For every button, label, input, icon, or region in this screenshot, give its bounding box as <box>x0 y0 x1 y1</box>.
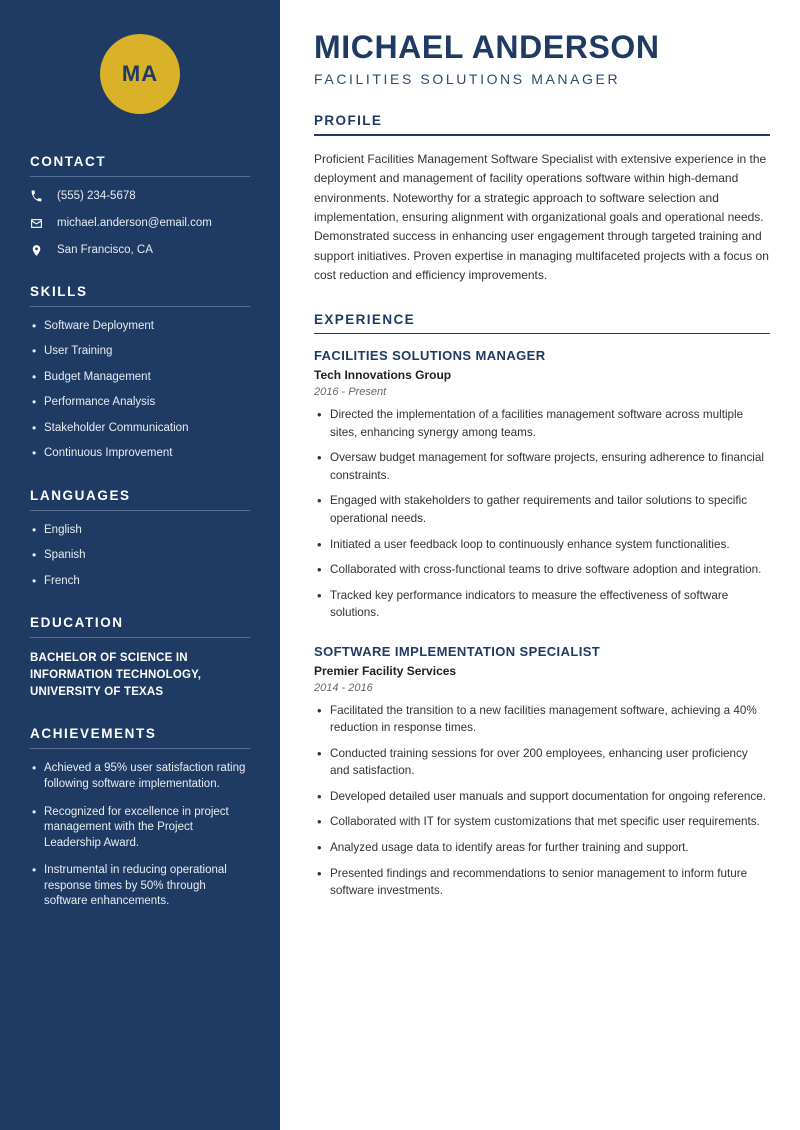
list-item: • Collaborated with IT for system customizations that met specific user requirements. <box>330 813 770 831</box>
list-item: • Facilitated the transition to a new facilities management software, achieving a 40% reduction in response times. <box>330 702 770 737</box>
list-item: • Stakeholder Communication <box>44 421 250 437</box>
list-item: • Initiated a user feedback loop to continuously enhance system functionalities. <box>330 536 770 554</box>
languages-section <box>30 488 250 590</box>
achievements-list <box>30 761 250 909</box>
list-item: • Oversaw budget management for software projects, ensuring adherence to financial constraints. <box>330 449 770 484</box>
envelope-icon <box>30 217 48 230</box>
skills-divider <box>30 306 250 307</box>
list-item: • Collaborated with cross-functional teams to drive software adoption and integration. <box>330 561 770 579</box>
main-content <box>280 0 800 1130</box>
experience-entry <box>314 644 770 900</box>
experience-bullets <box>314 406 770 621</box>
skills-section <box>30 284 250 462</box>
list-item: • Engaged with stakeholders to gather requirements and tailor solutions to specific operational needs. <box>330 492 770 527</box>
list-item: • French <box>44 574 250 590</box>
experience-role: SOFTWARE IMPLEMENTATION SPECIALIST <box>314 643 601 659</box>
list-item: • Tracked key performance indicators to measure the effectiveness of software solutions. <box>330 587 770 622</box>
experience-entry <box>314 348 770 621</box>
list-item: • Achieved a 95% user satisfaction rating following software implementation. <box>44 761 250 792</box>
job-title: FACILITIES SOLUTIONS MANAGER <box>314 71 621 88</box>
contact-section-title: CONTACT <box>30 154 107 169</box>
list-item: • Instrumental in reducing operational response times by 50% through software enhancements. <box>44 863 250 910</box>
experience-role: FACILITIES SOLUTIONS MANAGER <box>314 348 546 364</box>
list-item: • Budget Management <box>44 370 250 386</box>
profile-section-title: PROFILE <box>314 113 383 129</box>
list-item: • Presented findings and recommendations to senior management to inform future software investments. <box>330 865 770 900</box>
education-divider <box>30 637 250 638</box>
contact-item-phone[interactable] <box>30 189 250 204</box>
contact-item-location[interactable] <box>30 243 250 258</box>
contact-section <box>30 154 250 258</box>
profile-text: Proficient Facilities Management Software Specialist with extensive experience in the deployment and management of facility operations software within high-demand environments. Noteworthy for a strategic approach to software selection and implementation, ensuring alignment with organizational goals and operational needs. Demonstrated success in enhancing user engagement through targeted training and support initiatives. Proven expertise in managing multifaceted projects with a focus on cost reduction and efficiency improvements. <box>314 151 769 283</box>
experience-company: Tech Innovations Group <box>314 368 452 383</box>
experience-divider <box>314 333 770 335</box>
skills-section-title: SKILLS <box>30 283 88 299</box>
experience-section <box>314 312 770 900</box>
sidebar <box>0 0 280 1130</box>
achievements-divider <box>30 748 250 749</box>
languages-divider <box>30 510 250 511</box>
list-item: • Analyzed usage data to identify areas for further training and support. <box>330 839 770 857</box>
phone-icon <box>30 190 48 203</box>
contact-value-email: michael.anderson@email.com <box>57 216 212 229</box>
list-item: • Performance Analysis <box>44 395 250 411</box>
education-section <box>30 615 250 700</box>
achievements-section <box>30 726 250 909</box>
experience-dates: 2014 - 2016 <box>314 681 373 694</box>
education-section-title: EDUCATION <box>30 615 124 631</box>
experience-bullets <box>314 702 770 900</box>
list-item: • Continuous Improvement <box>44 446 250 462</box>
list-item: • Directed the implementation of a facilities management software across multiple sites, enhancing synergy among teams. <box>330 406 770 441</box>
list-item: • English <box>44 523 250 539</box>
experience-company: Premier Facility Services <box>314 663 457 678</box>
contact-value-location: San Francisco, CA <box>57 243 153 256</box>
contact-list <box>30 189 250 258</box>
location-pin-icon <box>30 244 48 257</box>
experience-section-title: EXPERIENCE <box>314 311 416 327</box>
list-item: • Software Deployment <box>44 319 250 335</box>
profile-section <box>314 113 770 286</box>
skills-list <box>30 319 250 462</box>
list-item: • Developed detailed user manuals and support documentation for ongoing reference. <box>330 788 770 806</box>
page-title: MICHAEL ANDERSON <box>314 29 660 65</box>
avatar-initials: MA <box>100 34 180 114</box>
achievements-section-title: ACHIEVEMENTS <box>30 726 157 742</box>
list-item: • Conducted training sessions for over 200 employees, enhancing user proficiency and satisfaction. <box>330 745 770 780</box>
experience-dates: 2016 - Present <box>314 386 387 399</box>
list-item: • Recognized for excellence in project management with the Project Leadership Award. <box>44 805 250 852</box>
education-degree: BACHELOR OF SCIENCE IN INFORMATION TECHNOLOGY, UNIVERSITY OF TEXAS <box>30 652 202 698</box>
contact-item-email[interactable] <box>30 216 250 231</box>
languages-section-title: LANGUAGES <box>30 487 131 503</box>
profile-divider <box>314 134 770 136</box>
list-item: • User Training <box>44 344 250 360</box>
contact-divider <box>30 176 250 177</box>
contact-value-phone: (555) 234-5678 <box>57 190 136 202</box>
avatar-container <box>30 0 250 154</box>
languages-list <box>30 523 250 590</box>
list-item: • Spanish <box>44 548 250 564</box>
